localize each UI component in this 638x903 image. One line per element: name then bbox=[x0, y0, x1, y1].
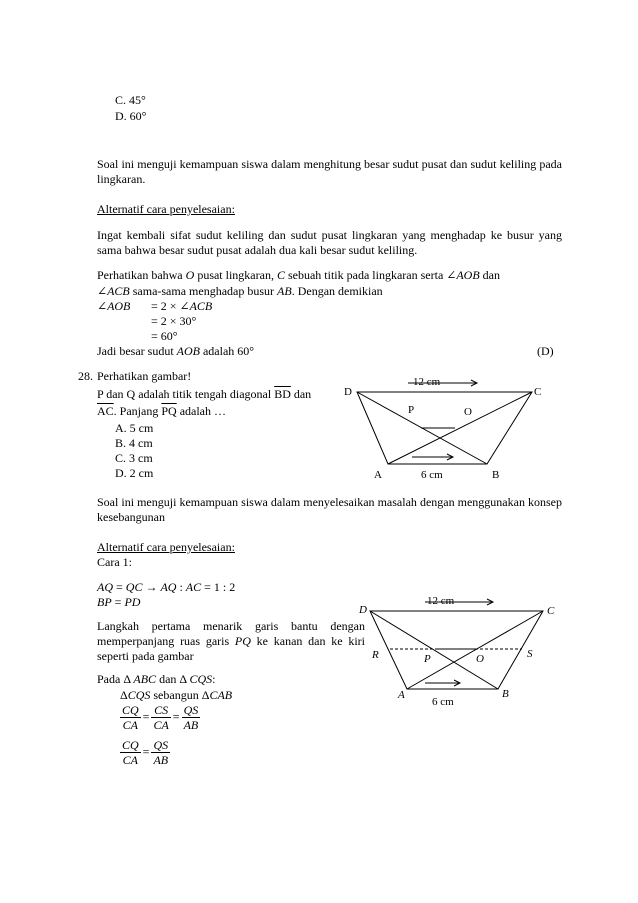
q28-option-a: A. 5 cm bbox=[115, 421, 154, 435]
fig1-bottom-length: 6 cm bbox=[421, 469, 443, 481]
frac-cq-ca: $\frac{CQ}{CA}$ bbox=[122, 703, 139, 732]
figure-trapezoid-2 bbox=[355, 592, 565, 717]
q28-option-d: D. 2 cm bbox=[115, 466, 154, 480]
fig1-top-length: 12 cm bbox=[413, 376, 441, 388]
calc-lhs: ∠AOB bbox=[97, 299, 131, 313]
q27-alt-heading: Alternatif cara penyelesaian: bbox=[97, 202, 235, 216]
fig2-top-length: 12 cm bbox=[427, 595, 455, 607]
fig2-label-c: C bbox=[547, 605, 555, 617]
fig2-label-d: D bbox=[359, 604, 367, 616]
q28-alt-heading: Alternatif cara penyelesaian: bbox=[97, 540, 235, 554]
fig1-label-o: O bbox=[464, 406, 472, 418]
fig2-label-r: R bbox=[372, 649, 379, 661]
fig1-label-p: P bbox=[408, 404, 415, 416]
q28-pada: Pada Δ ABC dan Δ CQS: bbox=[97, 672, 216, 686]
fraction-equation-1: $\frac{CQ}{CA}$ = $\frac{CS}{CA}$ = $\frac{QS}{AB}$ bbox=[122, 703, 199, 732]
calc-line1: = 2 × ∠ACB bbox=[151, 299, 213, 313]
q27-intro: Soal ini menguji kemampuan siswa dalam menghitung besar sudut pusat dan sudut keliling pada lingkaran. bbox=[97, 157, 562, 186]
q28-title: Perhatikan gambar! bbox=[97, 369, 192, 383]
fig1-label-a: A bbox=[374, 469, 382, 481]
figure-trapezoid-1 bbox=[335, 372, 550, 487]
q28-stem-line1: P dan Q adalah titik tengah diagonal $\overline{BD}$ dan bbox=[97, 387, 312, 401]
frac-qs-ab: $\frac{QS}{AB}$ bbox=[183, 703, 199, 732]
q28-step: Langkah pertama menarik garis bantu dengan memperpanjang ruas garis PQ ke kanan dan ke kiri seperti pada gambar bbox=[97, 619, 365, 663]
q28-option-b: B. 4 cm bbox=[115, 436, 153, 450]
fig2-label-b: B bbox=[502, 688, 509, 700]
q28-cara: Cara 1: bbox=[97, 555, 132, 569]
option-c: C. 45° bbox=[115, 93, 146, 107]
q28-ratio-line: AQ = QC → AQ : AC = 1 : 2 bbox=[97, 580, 236, 594]
fig2-label-p: P bbox=[424, 653, 431, 665]
fraction-equation-2: $\frac{CQ}{CA}$ = $\frac{QS}{AB}$ bbox=[122, 738, 169, 767]
q28-number: 28. bbox=[78, 369, 93, 383]
q27-para1: Ingat kembali sifat sudut keliling dan sudut pusat lingkaran yang menghadap ke busur yang sama bahwa besar sudut pusat adalah dua kali besar sudut keliling. bbox=[97, 228, 562, 257]
calc-line3: = 60° bbox=[151, 329, 178, 343]
calc-line2: = 2 × 30° bbox=[151, 314, 197, 328]
q27-conclusion: Jadi besar sudut AOB adalah 60° bbox=[97, 344, 255, 358]
fig2-label-s: S bbox=[527, 648, 533, 660]
q27-para2-line2: ∠ACB sama-sama menghadap busur AB. Dengan demikian bbox=[97, 284, 383, 298]
fig2-label-o: O bbox=[476, 653, 484, 665]
q28-option-c: C. 3 cm bbox=[115, 451, 153, 465]
q27-answer: (D) bbox=[537, 344, 554, 358]
fig2-label-a: A bbox=[398, 689, 405, 701]
frac-qs-ab-2: $\frac{QS}{AB}$ bbox=[153, 738, 169, 767]
q28-stem-line2: $\overline{AC}$. Panjang $\overline{PQ}$ adalah … bbox=[97, 404, 226, 418]
q28-intro: Soal ini menguji kemampuan siswa dalam menyelesaikan masalah dengan menggunakan konsep kesebangunan bbox=[97, 495, 562, 524]
option-d: D. 60° bbox=[115, 109, 147, 123]
fig1-label-b: B bbox=[492, 469, 500, 481]
fig2-bottom-length: 6 cm bbox=[432, 696, 454, 708]
fig1-label-d: D bbox=[344, 386, 352, 398]
q28-similar: ΔCQS sebangun ΔCAB bbox=[120, 688, 233, 702]
q28-bp-line: BP = PD bbox=[97, 595, 141, 609]
q27-para2: Perhatikan bahwa O pusat lingkaran, C sebuah titik pada lingkaran serta ∠AOB dan bbox=[97, 268, 500, 282]
fig1-label-c: C bbox=[534, 386, 542, 398]
frac-cq-ca-2: $\frac{CQ}{CA}$ bbox=[122, 738, 139, 767]
frac-cs-ca: $\frac{CS}{CA}$ bbox=[153, 703, 169, 732]
